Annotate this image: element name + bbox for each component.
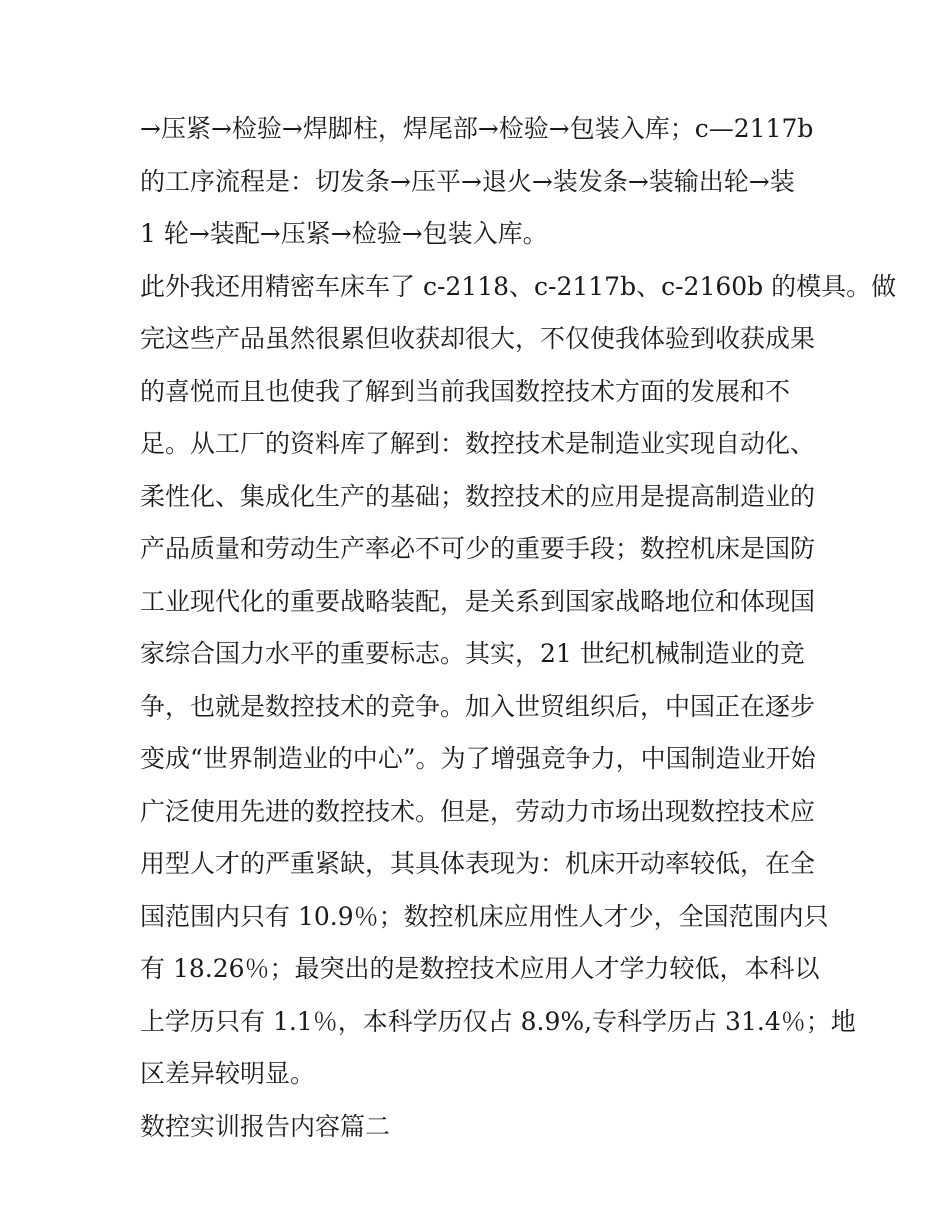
text-line-2: 的工序流程是：切发条→压平→退火→装发条→装输出轮→装 <box>140 166 795 196</box>
text-line-16: 国范围内只有 10.9％；数控机床应用性人才少，全国范围内只 <box>140 901 829 931</box>
text-line-14: 广泛使用先进的数控技术。但是，劳动力市场出现数控技术应 <box>140 796 816 826</box>
text-line-15: 用型人才的严重紧缺，其具体表现为：机床开动率较低，在全 <box>140 849 816 878</box>
text-line-7: 足。从工厂的资料库了解到：数控技术是制造业实现自动化、 <box>140 429 816 458</box>
text-line-8: 柔性化、集成化生产的基础；数控技术的应用是提高制造业的 <box>140 481 816 511</box>
text-line-3: 1 轮→装配→压紧→检验→包装入库。 <box>140 219 548 248</box>
text-line-9: 产品质量和劳动生产率必不可少的重要手段；数控机床是国防 <box>140 534 816 563</box>
text-line-10: 工业现代化的重要战略装配，是关系到国家战略地位和体现国 <box>140 586 816 616</box>
text-line-18: 上学历只有 1.1％，本科学历仅占 8.9%,专科学历占 31.4％；地 <box>140 1006 856 1036</box>
text-line-1: →压紧→检验→焊脚柱，焊尾部→检验→包装入库；c—2117b <box>140 114 814 143</box>
section-heading: 数控实训报告内容篇二 <box>140 1111 391 1141</box>
text-line-4: 此外我还用精密车床车了 c-2118、c-2117b、c-2160b 的模具。做 <box>140 271 897 301</box>
document-body <box>140 103 897 1153</box>
text-line-11: 家综合国力水平的重要标志。其实，21 世纪机械制造业的竞 <box>140 639 805 668</box>
text-line-12: 争，也就是数控技术的竞争。加入世贸组织后，中国正在逐步 <box>140 691 816 721</box>
text-line-13: 变成“世界制造业的中心”。为了增强竞争力，中国制造业开始 <box>140 744 816 773</box>
text-line-6: 的喜悦而且也使我了解到当前我国数控技术方面的发展和不 <box>140 376 791 406</box>
text-line-19: 区差异较明显。 <box>140 1059 316 1088</box>
text-line-5: 完这些产品虽然很累但收获却很大，不仅使我体验到收获成果 <box>140 324 816 353</box>
text-line-17: 有 18.26％；最突出的是数控技术应用人才学力较低，本科以 <box>140 954 820 983</box>
